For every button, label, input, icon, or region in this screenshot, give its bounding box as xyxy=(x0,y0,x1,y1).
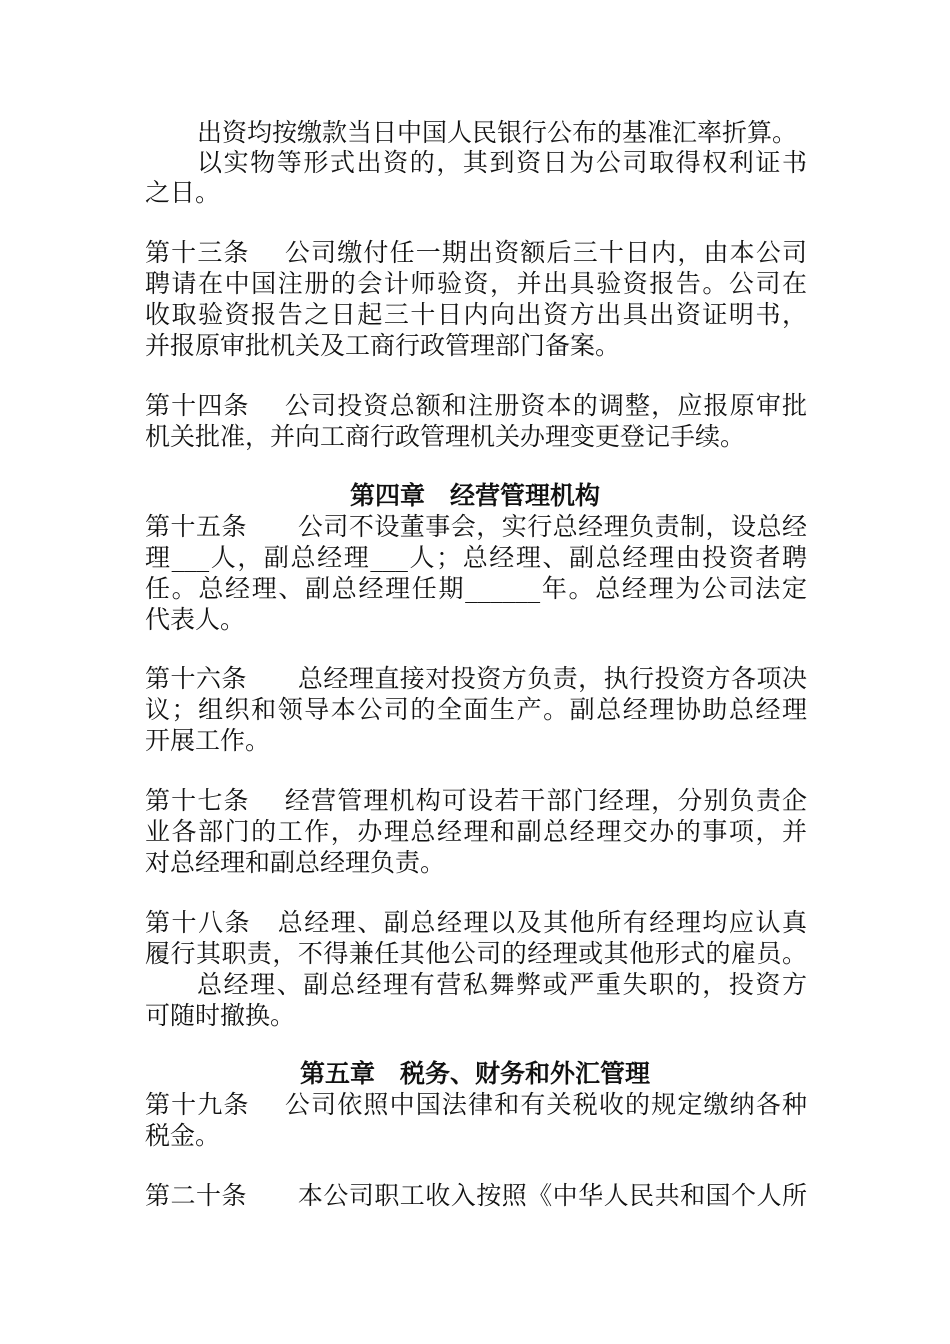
article-19-title-line: 第十九条 公司依照中国法律和有关税收的规定缴纳各种 xyxy=(145,1090,807,1119)
text-line: 业各部门的工作，办理总经理和副总经理交办的事项，并 xyxy=(145,817,807,846)
article-13-title-line: 第十三条 公司缴付任一期出资额后三十日内，由本公司 xyxy=(145,238,807,267)
text-line: 收取验资报告之日起三十日内向出资方出具出资证明书， xyxy=(145,300,807,329)
article-20-title-line: 第二十条 本公司职工收入按照《中华人民共和国个人所 xyxy=(145,1181,807,1210)
text-line: 以实物等形式出资的，其到资日为公司取得权利证书 xyxy=(197,148,807,177)
article-17-title-line: 第十七条 经营管理机构可设若干部门经理，分别负责企 xyxy=(145,786,807,815)
text-line: 履行其职责，不得兼任其他公司的经理或其他形式的雇员。 xyxy=(145,939,807,968)
text-line: 对总经理和副总经理负责。 xyxy=(145,848,446,877)
article-18-title-line: 第十八条 总经理、副总经理以及其他所有经理均应认真 xyxy=(145,908,807,937)
text-line: 聘请在中国注册的会计师验资，并出具验资报告。公司在 xyxy=(145,269,807,298)
article-16-title-line: 第十六条 总经理直接对投资方负责，执行投资方各项决 xyxy=(145,664,807,693)
text-line: 税金。 xyxy=(145,1121,221,1150)
text-line: 并报原审批机关及工商行政管理部门备案。 xyxy=(145,331,621,360)
text-line: 之日。 xyxy=(145,178,221,207)
text-line: 总经理、副总经理有营私舞弊或严重失职的，投资方 xyxy=(197,970,807,999)
text-line: 开展工作。 xyxy=(145,726,271,755)
text-line: 可随时撤换。 xyxy=(145,1001,296,1030)
chapter-5-heading: 第五章 税务、财务和外汇管理 xyxy=(299,1059,650,1088)
chapter-4-heading: 第四章 经营管理机构 xyxy=(349,481,600,510)
text-line: 出资均按缴款当日中国人民银行公布的基准汇率折算。 xyxy=(197,118,798,147)
text-line: 机关批准，并向工商行政管理机关办理变更登记手续。 xyxy=(145,422,746,451)
article-15-title-line: 第十五条 公司不设董事会，实行总经理负责制，设总经 xyxy=(145,512,807,541)
text-line: 任。总经理、副总经理任期______年。总经理为公司法定 xyxy=(145,574,807,603)
text-line: 代表人。 xyxy=(145,605,246,634)
text-line: 理___人，副总经理___人；总经理、副总经理由投资者聘 xyxy=(145,543,807,572)
text-line: 议；组织和领导本公司的全面生产。副总经理协助总经理 xyxy=(145,695,807,724)
article-14-title-line: 第十四条 公司投资总额和注册资本的调整，应报原审批 xyxy=(145,391,807,420)
